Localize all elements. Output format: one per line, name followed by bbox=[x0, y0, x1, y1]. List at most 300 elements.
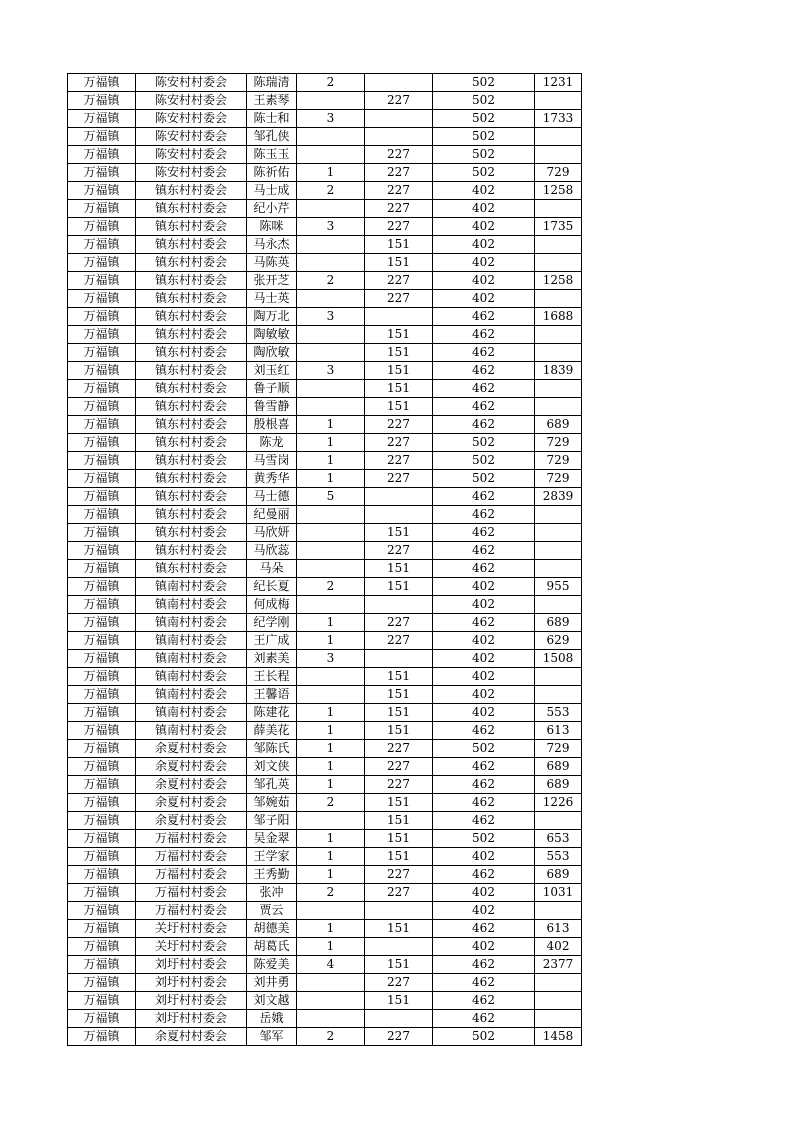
amount-a-cell: 151 bbox=[365, 920, 433, 938]
total-cell: 729 bbox=[535, 470, 582, 488]
table-row bbox=[68, 704, 582, 722]
amount-a-cell: 151 bbox=[365, 254, 433, 272]
name-cell: 胡德美 bbox=[247, 920, 297, 938]
table-row bbox=[68, 272, 582, 290]
total-cell: 689 bbox=[535, 614, 582, 632]
town-cell: 万福镇 bbox=[68, 578, 136, 596]
town-cell: 万福镇 bbox=[68, 560, 136, 578]
amount-b-cell: 462 bbox=[433, 776, 535, 794]
table-row bbox=[68, 668, 582, 686]
count-cell: 1 bbox=[297, 632, 365, 650]
town-cell: 万福镇 bbox=[68, 740, 136, 758]
amount-a-cell: 227 bbox=[365, 92, 433, 110]
table-row bbox=[68, 362, 582, 380]
name-cell: 纪小芹 bbox=[247, 200, 297, 218]
amount-b-cell: 402 bbox=[433, 290, 535, 308]
town-cell: 万福镇 bbox=[68, 758, 136, 776]
amount-a-cell: 227 bbox=[365, 434, 433, 452]
total-cell bbox=[535, 902, 582, 920]
name-cell: 刘文越 bbox=[247, 992, 297, 1010]
name-cell: 陈建花 bbox=[247, 704, 297, 722]
table-row bbox=[68, 344, 582, 362]
count-cell bbox=[297, 200, 365, 218]
amount-a-cell: 151 bbox=[365, 380, 433, 398]
table-row bbox=[68, 866, 582, 884]
total-cell bbox=[535, 128, 582, 146]
village-committee-cell: 镇东村村委会 bbox=[136, 326, 247, 344]
town-cell: 万福镇 bbox=[68, 812, 136, 830]
village-committee-cell: 镇南村村委会 bbox=[136, 632, 247, 650]
table-row bbox=[68, 794, 582, 812]
count-cell bbox=[297, 902, 365, 920]
table-row bbox=[68, 956, 582, 974]
town-cell: 万福镇 bbox=[68, 542, 136, 560]
amount-a-cell: 151 bbox=[365, 848, 433, 866]
name-cell: 马欣妍 bbox=[247, 524, 297, 542]
town-cell: 万福镇 bbox=[68, 380, 136, 398]
amount-b-cell: 462 bbox=[433, 812, 535, 830]
amount-b-cell: 462 bbox=[433, 956, 535, 974]
table-row bbox=[68, 758, 582, 776]
amount-b-cell: 462 bbox=[433, 542, 535, 560]
name-cell: 陶敏敏 bbox=[247, 326, 297, 344]
town-cell: 万福镇 bbox=[68, 776, 136, 794]
amount-b-cell: 402 bbox=[433, 686, 535, 704]
table-row bbox=[68, 650, 582, 668]
village-committee-cell: 镇东村村委会 bbox=[136, 542, 247, 560]
table-row bbox=[68, 200, 582, 218]
table-row bbox=[68, 434, 582, 452]
total-cell: 613 bbox=[535, 722, 582, 740]
village-committee-cell: 陈安村村委会 bbox=[136, 74, 247, 92]
table-row bbox=[68, 578, 582, 596]
village-committee-cell: 镇东村村委会 bbox=[136, 380, 247, 398]
amount-b-cell: 502 bbox=[433, 146, 535, 164]
total-cell: 1258 bbox=[535, 182, 582, 200]
total-cell bbox=[535, 542, 582, 560]
count-cell: 3 bbox=[297, 308, 365, 326]
amount-a-cell bbox=[365, 650, 433, 668]
count-cell bbox=[297, 290, 365, 308]
village-committee-cell: 镇东村村委会 bbox=[136, 218, 247, 236]
village-committee-cell: 陈安村村委会 bbox=[136, 128, 247, 146]
count-cell: 1 bbox=[297, 938, 365, 956]
village-committee-cell: 余夏村村委会 bbox=[136, 794, 247, 812]
amount-a-cell: 227 bbox=[365, 1028, 433, 1046]
count-cell bbox=[297, 542, 365, 560]
village-committee-cell: 镇东村村委会 bbox=[136, 488, 247, 506]
amount-b-cell: 502 bbox=[433, 110, 535, 128]
amount-a-cell: 151 bbox=[365, 524, 433, 542]
village-committee-cell: 镇东村村委会 bbox=[136, 398, 247, 416]
total-cell bbox=[535, 146, 582, 164]
count-cell bbox=[297, 506, 365, 524]
amount-b-cell: 502 bbox=[433, 1028, 535, 1046]
amount-b-cell: 502 bbox=[433, 830, 535, 848]
total-cell: 629 bbox=[535, 632, 582, 650]
town-cell: 万福镇 bbox=[68, 614, 136, 632]
count-cell bbox=[297, 344, 365, 362]
amount-b-cell: 462 bbox=[433, 794, 535, 812]
name-cell: 刘玉红 bbox=[247, 362, 297, 380]
name-cell: 刘素美 bbox=[247, 650, 297, 668]
total-cell bbox=[535, 596, 582, 614]
town-cell: 万福镇 bbox=[68, 956, 136, 974]
name-cell: 陈龙 bbox=[247, 434, 297, 452]
count-cell: 2 bbox=[297, 578, 365, 596]
amount-b-cell: 462 bbox=[433, 524, 535, 542]
total-cell bbox=[535, 686, 582, 704]
amount-b-cell: 402 bbox=[433, 884, 535, 902]
table-row bbox=[68, 380, 582, 398]
town-cell: 万福镇 bbox=[68, 434, 136, 452]
count-cell bbox=[297, 560, 365, 578]
amount-b-cell: 462 bbox=[433, 362, 535, 380]
count-cell bbox=[297, 596, 365, 614]
table-row bbox=[68, 524, 582, 542]
name-cell: 马士德 bbox=[247, 488, 297, 506]
amount-a-cell: 227 bbox=[365, 866, 433, 884]
amount-b-cell: 502 bbox=[433, 164, 535, 182]
town-cell: 万福镇 bbox=[68, 452, 136, 470]
total-cell bbox=[535, 344, 582, 362]
amount-b-cell: 462 bbox=[433, 1010, 535, 1028]
table-row bbox=[68, 920, 582, 938]
village-committee-cell: 镇东村村委会 bbox=[136, 470, 247, 488]
count-cell: 4 bbox=[297, 956, 365, 974]
amount-b-cell: 462 bbox=[433, 992, 535, 1010]
village-committee-cell: 镇东村村委会 bbox=[136, 506, 247, 524]
amount-b-cell: 502 bbox=[433, 128, 535, 146]
name-cell: 马士英 bbox=[247, 290, 297, 308]
total-cell: 553 bbox=[535, 848, 582, 866]
name-cell: 纪学刚 bbox=[247, 614, 297, 632]
table-row bbox=[68, 110, 582, 128]
amount-b-cell: 402 bbox=[433, 668, 535, 686]
amount-b-cell: 402 bbox=[433, 272, 535, 290]
total-cell bbox=[535, 524, 582, 542]
village-committee-cell: 镇东村村委会 bbox=[136, 362, 247, 380]
amount-a-cell: 227 bbox=[365, 776, 433, 794]
total-cell bbox=[535, 290, 582, 308]
total-cell bbox=[535, 974, 582, 992]
amount-a-cell: 227 bbox=[365, 974, 433, 992]
village-committee-cell: 镇东村村委会 bbox=[136, 434, 247, 452]
amount-a-cell: 227 bbox=[365, 884, 433, 902]
amount-a-cell: 151 bbox=[365, 722, 433, 740]
amount-b-cell: 402 bbox=[433, 650, 535, 668]
total-cell: 613 bbox=[535, 920, 582, 938]
table-row bbox=[68, 902, 582, 920]
amount-b-cell: 502 bbox=[433, 740, 535, 758]
count-cell bbox=[297, 524, 365, 542]
village-committee-cell: 万福村村委会 bbox=[136, 866, 247, 884]
table-row bbox=[68, 992, 582, 1010]
amount-a-cell: 151 bbox=[365, 560, 433, 578]
amount-a-cell: 227 bbox=[365, 542, 433, 560]
name-cell: 马朵 bbox=[247, 560, 297, 578]
name-cell: 邹陈氏 bbox=[247, 740, 297, 758]
town-cell: 万福镇 bbox=[68, 74, 136, 92]
village-committee-cell: 镇南村村委会 bbox=[136, 668, 247, 686]
total-cell: 653 bbox=[535, 830, 582, 848]
town-cell: 万福镇 bbox=[68, 470, 136, 488]
total-cell: 1031 bbox=[535, 884, 582, 902]
table-row bbox=[68, 542, 582, 560]
amount-b-cell: 462 bbox=[433, 308, 535, 326]
count-cell bbox=[297, 128, 365, 146]
town-cell: 万福镇 bbox=[68, 164, 136, 182]
village-committee-cell: 镇南村村委会 bbox=[136, 686, 247, 704]
amount-a-cell bbox=[365, 902, 433, 920]
total-cell: 1839 bbox=[535, 362, 582, 380]
town-cell: 万福镇 bbox=[68, 650, 136, 668]
village-committee-cell: 镇东村村委会 bbox=[136, 524, 247, 542]
name-cell: 陈瑞清 bbox=[247, 74, 297, 92]
table-row bbox=[68, 128, 582, 146]
total-cell: 689 bbox=[535, 416, 582, 434]
name-cell: 纪长夏 bbox=[247, 578, 297, 596]
count-cell: 1 bbox=[297, 920, 365, 938]
name-cell: 纪曼丽 bbox=[247, 506, 297, 524]
count-cell: 1 bbox=[297, 758, 365, 776]
count-cell: 3 bbox=[297, 650, 365, 668]
amount-b-cell: 402 bbox=[433, 200, 535, 218]
amount-a-cell: 227 bbox=[365, 416, 433, 434]
amount-a-cell: 151 bbox=[365, 236, 433, 254]
amount-b-cell: 462 bbox=[433, 398, 535, 416]
town-cell: 万福镇 bbox=[68, 920, 136, 938]
town-cell: 万福镇 bbox=[68, 218, 136, 236]
count-cell: 1 bbox=[297, 704, 365, 722]
name-cell: 马士成 bbox=[247, 182, 297, 200]
amount-b-cell: 402 bbox=[433, 704, 535, 722]
amount-a-cell: 151 bbox=[365, 992, 433, 1010]
town-cell: 万福镇 bbox=[68, 182, 136, 200]
total-cell: 1231 bbox=[535, 74, 582, 92]
amount-a-cell: 227 bbox=[365, 272, 433, 290]
name-cell: 贾云 bbox=[247, 902, 297, 920]
village-committee-cell: 镇南村村委会 bbox=[136, 578, 247, 596]
name-cell: 陶欣敏 bbox=[247, 344, 297, 362]
amount-b-cell: 462 bbox=[433, 560, 535, 578]
village-committee-cell: 刘圩村村委会 bbox=[136, 974, 247, 992]
count-cell: 2 bbox=[297, 272, 365, 290]
amount-b-cell: 502 bbox=[433, 74, 535, 92]
town-cell: 万福镇 bbox=[68, 146, 136, 164]
total-cell bbox=[535, 812, 582, 830]
town-cell: 万福镇 bbox=[68, 596, 136, 614]
amount-a-cell: 151 bbox=[365, 830, 433, 848]
count-cell: 2 bbox=[297, 1028, 365, 1046]
count-cell: 1 bbox=[297, 416, 365, 434]
village-committee-cell: 镇南村村委会 bbox=[136, 596, 247, 614]
total-cell bbox=[535, 200, 582, 218]
village-committee-cell: 余夏村村委会 bbox=[136, 812, 247, 830]
village-committee-cell: 镇南村村委会 bbox=[136, 722, 247, 740]
amount-a-cell: 151 bbox=[365, 794, 433, 812]
amount-b-cell: 462 bbox=[433, 488, 535, 506]
town-cell: 万福镇 bbox=[68, 938, 136, 956]
amount-a-cell: 151 bbox=[365, 686, 433, 704]
count-cell: 5 bbox=[297, 488, 365, 506]
name-cell: 胡葛氏 bbox=[247, 938, 297, 956]
amount-b-cell: 402 bbox=[433, 182, 535, 200]
town-cell: 万福镇 bbox=[68, 884, 136, 902]
town-cell: 万福镇 bbox=[68, 272, 136, 290]
count-cell: 1 bbox=[297, 614, 365, 632]
total-cell: 2377 bbox=[535, 956, 582, 974]
village-committee-cell: 陈安村村委会 bbox=[136, 164, 247, 182]
table-row bbox=[68, 254, 582, 272]
table-row bbox=[68, 164, 582, 182]
table-body bbox=[68, 74, 582, 1046]
amount-b-cell: 502 bbox=[433, 434, 535, 452]
table-row bbox=[68, 1010, 582, 1028]
total-cell: 1226 bbox=[535, 794, 582, 812]
count-cell bbox=[297, 1010, 365, 1028]
amount-b-cell: 402 bbox=[433, 902, 535, 920]
amount-b-cell: 462 bbox=[433, 866, 535, 884]
town-cell: 万福镇 bbox=[68, 1010, 136, 1028]
village-committee-cell: 关圩村村委会 bbox=[136, 920, 247, 938]
count-cell bbox=[297, 686, 365, 704]
amount-a-cell: 151 bbox=[365, 668, 433, 686]
name-cell: 邹军 bbox=[247, 1028, 297, 1046]
name-cell: 王广成 bbox=[247, 632, 297, 650]
town-cell: 万福镇 bbox=[68, 686, 136, 704]
village-committee-cell: 余夏村村委会 bbox=[136, 740, 247, 758]
town-cell: 万福镇 bbox=[68, 308, 136, 326]
amount-a-cell: 227 bbox=[365, 470, 433, 488]
name-cell: 马永杰 bbox=[247, 236, 297, 254]
total-cell: 729 bbox=[535, 740, 582, 758]
name-cell: 张开芝 bbox=[247, 272, 297, 290]
village-committee-cell: 万福村村委会 bbox=[136, 830, 247, 848]
amount-a-cell: 227 bbox=[365, 182, 433, 200]
count-cell bbox=[297, 992, 365, 1010]
name-cell: 刘井勇 bbox=[247, 974, 297, 992]
name-cell: 王秀勤 bbox=[247, 866, 297, 884]
name-cell: 何成梅 bbox=[247, 596, 297, 614]
amount-b-cell: 462 bbox=[433, 974, 535, 992]
amount-a-cell: 151 bbox=[365, 812, 433, 830]
village-committee-cell: 镇东村村委会 bbox=[136, 182, 247, 200]
count-cell: 1 bbox=[297, 452, 365, 470]
table-row bbox=[68, 146, 582, 164]
amount-b-cell: 402 bbox=[433, 848, 535, 866]
town-cell: 万福镇 bbox=[68, 398, 136, 416]
village-committee-cell: 镇东村村委会 bbox=[136, 560, 247, 578]
total-cell bbox=[535, 1010, 582, 1028]
name-cell: 王长程 bbox=[247, 668, 297, 686]
village-committee-cell: 镇南村村委会 bbox=[136, 704, 247, 722]
table-row bbox=[68, 596, 582, 614]
village-committee-cell: 镇南村村委会 bbox=[136, 614, 247, 632]
amount-a-cell: 227 bbox=[365, 164, 433, 182]
name-cell: 邹孔侠 bbox=[247, 128, 297, 146]
town-cell: 万福镇 bbox=[68, 344, 136, 362]
name-cell: 王馨语 bbox=[247, 686, 297, 704]
town-cell: 万福镇 bbox=[68, 110, 136, 128]
amount-a-cell bbox=[365, 596, 433, 614]
table-row bbox=[68, 560, 582, 578]
amount-a-cell: 227 bbox=[365, 758, 433, 776]
name-cell: 马欣蕊 bbox=[247, 542, 297, 560]
count-cell: 1 bbox=[297, 866, 365, 884]
table-row bbox=[68, 92, 582, 110]
amount-a-cell: 227 bbox=[365, 290, 433, 308]
town-cell: 万福镇 bbox=[68, 632, 136, 650]
table-row bbox=[68, 290, 582, 308]
name-cell: 陈咪 bbox=[247, 218, 297, 236]
name-cell: 刘文侠 bbox=[247, 758, 297, 776]
village-committee-cell: 余夏村村委会 bbox=[136, 776, 247, 794]
count-cell bbox=[297, 326, 365, 344]
total-cell bbox=[535, 254, 582, 272]
table-row bbox=[68, 938, 582, 956]
town-cell: 万福镇 bbox=[68, 830, 136, 848]
town-cell: 万福镇 bbox=[68, 1028, 136, 1046]
town-cell: 万福镇 bbox=[68, 236, 136, 254]
amount-a-cell bbox=[365, 128, 433, 146]
amount-a-cell bbox=[365, 506, 433, 524]
town-cell: 万福镇 bbox=[68, 866, 136, 884]
village-committee-cell: 镇东村村委会 bbox=[136, 308, 247, 326]
village-committee-cell: 镇东村村委会 bbox=[136, 236, 247, 254]
amount-a-cell: 227 bbox=[365, 740, 433, 758]
count-cell: 2 bbox=[297, 74, 365, 92]
village-committee-cell: 镇东村村委会 bbox=[136, 452, 247, 470]
total-cell: 689 bbox=[535, 776, 582, 794]
town-cell: 万福镇 bbox=[68, 704, 136, 722]
total-cell: 1458 bbox=[535, 1028, 582, 1046]
name-cell: 张冲 bbox=[247, 884, 297, 902]
count-cell: 1 bbox=[297, 470, 365, 488]
town-cell: 万福镇 bbox=[68, 506, 136, 524]
amount-a-cell bbox=[365, 74, 433, 92]
town-cell: 万福镇 bbox=[68, 902, 136, 920]
name-cell: 陈祈佑 bbox=[247, 164, 297, 182]
count-cell bbox=[297, 668, 365, 686]
amount-a-cell: 227 bbox=[365, 452, 433, 470]
count-cell: 3 bbox=[297, 218, 365, 236]
amount-a-cell: 151 bbox=[365, 326, 433, 344]
town-cell: 万福镇 bbox=[68, 416, 136, 434]
amount-a-cell: 227 bbox=[365, 146, 433, 164]
amount-a-cell: 227 bbox=[365, 632, 433, 650]
name-cell: 陈玉玉 bbox=[247, 146, 297, 164]
total-cell bbox=[535, 992, 582, 1010]
name-cell: 陶万北 bbox=[247, 308, 297, 326]
village-committee-cell: 刘圩村村委会 bbox=[136, 1010, 247, 1028]
amount-b-cell: 402 bbox=[433, 254, 535, 272]
total-cell: 729 bbox=[535, 452, 582, 470]
count-cell: 2 bbox=[297, 884, 365, 902]
town-cell: 万福镇 bbox=[68, 794, 136, 812]
name-cell: 王学家 bbox=[247, 848, 297, 866]
count-cell: 1 bbox=[297, 434, 365, 452]
count-cell: 1 bbox=[297, 740, 365, 758]
count-cell bbox=[297, 380, 365, 398]
village-committee-cell: 万福村村委会 bbox=[136, 884, 247, 902]
table-row bbox=[68, 236, 582, 254]
total-cell bbox=[535, 398, 582, 416]
amount-a-cell: 227 bbox=[365, 614, 433, 632]
name-cell: 岳娥 bbox=[247, 1010, 297, 1028]
total-cell: 729 bbox=[535, 434, 582, 452]
count-cell bbox=[297, 812, 365, 830]
